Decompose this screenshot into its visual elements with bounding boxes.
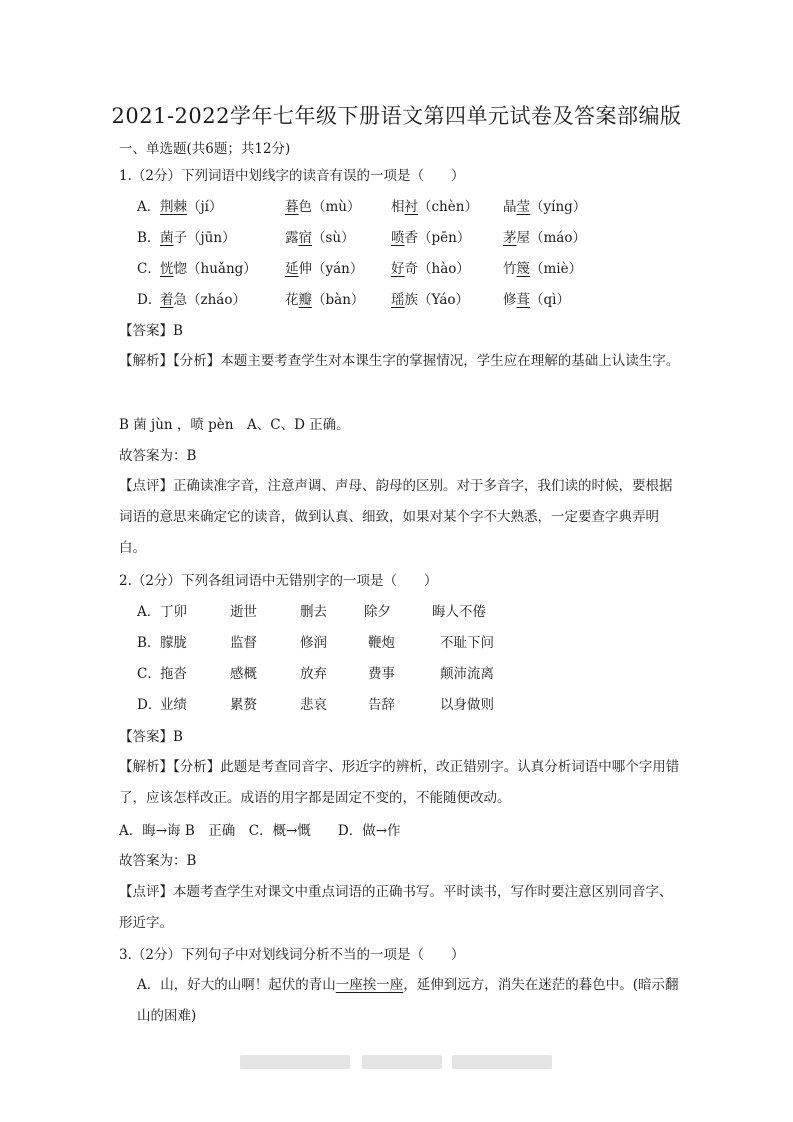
q1-option-b-word-2: 露宿（sù）: [285, 230, 355, 246]
q1-detail: B 菌 jùn ，喷 pèn A、C、D 正确。: [119, 417, 350, 433]
q1-final-answer: 故答案为：B: [119, 448, 197, 464]
q2-option-a-word-3: 删去: [300, 604, 327, 620]
q2-comment: 【点评】本题考查学生对课文中重点词语的正确书写。平时读书，写作时要注意区别同音字、形近字。: [119, 884, 673, 931]
q2-option-d-word-5: 以身做则: [440, 697, 494, 713]
q1-option-c-word-1: 恍惚（huǎng）: [160, 261, 257, 277]
q2-option-b-word-4: 鞭炮: [368, 635, 395, 651]
q1-option-b-letter: B．: [137, 230, 161, 246]
q2-option-b-word-3: 修润: [300, 635, 327, 651]
q2-option-c-word-5: 颠沛流离: [440, 666, 494, 682]
q2-option-d-word-2: 累赘: [230, 697, 257, 713]
q2-option-a-word-1: 丁卯: [160, 604, 187, 620]
q1-option-d-letter: D．: [137, 292, 162, 308]
section-heading: 一、单选题(共6题；共12分): [119, 141, 291, 157]
q2-analysis: 【解析】【分析】此题是考查同音字、形近字的辨析，改正错别字。认真分析词语中哪个字用错了，应该怎样改正。成语的用字都是固定不变的，不能随便改动。: [119, 759, 680, 806]
q1-option-a-word-4: 晶莹（yíng）: [503, 199, 587, 215]
q1-stem: 1.（2分）下列词语中划线字的读音有误的一项是（ ）: [119, 168, 465, 184]
q1-option-a-word-1: 荆棘（jí）: [160, 199, 223, 215]
q2-option-c-word-3: 放弃: [300, 666, 327, 682]
q1-option-b-word-1: 菌子（jūn）: [160, 230, 236, 246]
q2-detail: A．晦→诲 B 正确 C．概→慨 D．做→作: [119, 823, 401, 839]
q1-option-c-word-4: 竹篾（miè）: [503, 261, 583, 277]
q2-option-d-letter: D．: [137, 697, 162, 713]
q2-option-c-word-4: 费事: [368, 666, 395, 682]
q1-analysis: 【解析】【分析】本题主要考查学生对本课生字的掌握情况，学生应在理解的基础上认读生字。: [119, 353, 680, 369]
q2-option-c-word-1: 拖沓: [160, 666, 187, 682]
q2-option-b-letter: B．: [137, 635, 161, 651]
q1-option-b-word-4: 茅屋（máo）: [503, 230, 586, 246]
q1-answer: 【答案】B: [119, 323, 183, 339]
q2-option-b-word-1: 朦胧: [160, 635, 187, 651]
q2-option-d-word-1: 业绩: [160, 697, 187, 713]
q1-option-d-word-4: 修葺（qì）: [503, 292, 570, 308]
q1-option-d-word-2: 花瓣（bàn）: [285, 292, 365, 308]
document-title: 2021-2022学年七年级下册语文第四单元试卷及答案部编版: [111, 104, 682, 128]
q2-option-a-word-5: 晦人不倦: [432, 604, 486, 620]
q1-option-c-word-2: 延伸（yán）: [285, 261, 364, 277]
q1-option-a-word-3: 相衬（chèn）: [391, 199, 478, 215]
q2-option-a-word-4: 除夕: [364, 604, 391, 620]
q3-stem: 3.（2分）下列句子中对划线词分析不当的一项是（ ）: [119, 947, 465, 963]
q2-option-d-word-4: 告辞: [368, 697, 395, 713]
q2-option-c-letter: C．: [137, 666, 161, 682]
q1-option-d-word-1: 着急（zháo）: [160, 292, 246, 308]
q2-option-b-word-5: 不耻下问: [440, 635, 494, 651]
q1-option-a-word-2: 暮色（mù）: [285, 199, 361, 215]
q1-option-d-word-3: 瑶族（Yáo）: [391, 292, 470, 308]
q1-option-c-letter: C．: [137, 261, 161, 277]
q2-option-c-word-2: 感概: [230, 666, 257, 682]
q2-option-d-word-3: 悲哀: [300, 697, 327, 713]
q2-option-a-letter: A．: [137, 604, 161, 620]
q2-stem: 2.（2分）下列各组词语中无错别字的一项是（ ）: [119, 573, 438, 589]
q2-option-a-word-2: 逝世: [230, 604, 257, 620]
q2-option-b-word-2: 监督: [230, 635, 257, 651]
q1-comment: 【点评】正确读准字音，注意声调、声母、韵母的区别。对于多音字，我们读的时候，要根据词语的意思来确定它的读音，做到认真、细致，如果对某个字不大熟悉，一定要查字典弄明白。: [119, 478, 673, 556]
q1-option-a-letter: A．: [137, 199, 161, 215]
q2-final-answer: 故答案为：B: [119, 853, 197, 869]
q1-option-c-word-3: 好奇（hào）: [391, 261, 470, 277]
q2-answer: 【答案】B: [119, 729, 183, 745]
q3-option-a: A．山，好大的山啊！起伏的青山一座挨一座，延伸到远方，消失在迷茫的暮色中。(暗示翻山的困难): [137, 977, 679, 1024]
q1-option-b-word-3: 喷香（pēn）: [391, 230, 471, 246]
